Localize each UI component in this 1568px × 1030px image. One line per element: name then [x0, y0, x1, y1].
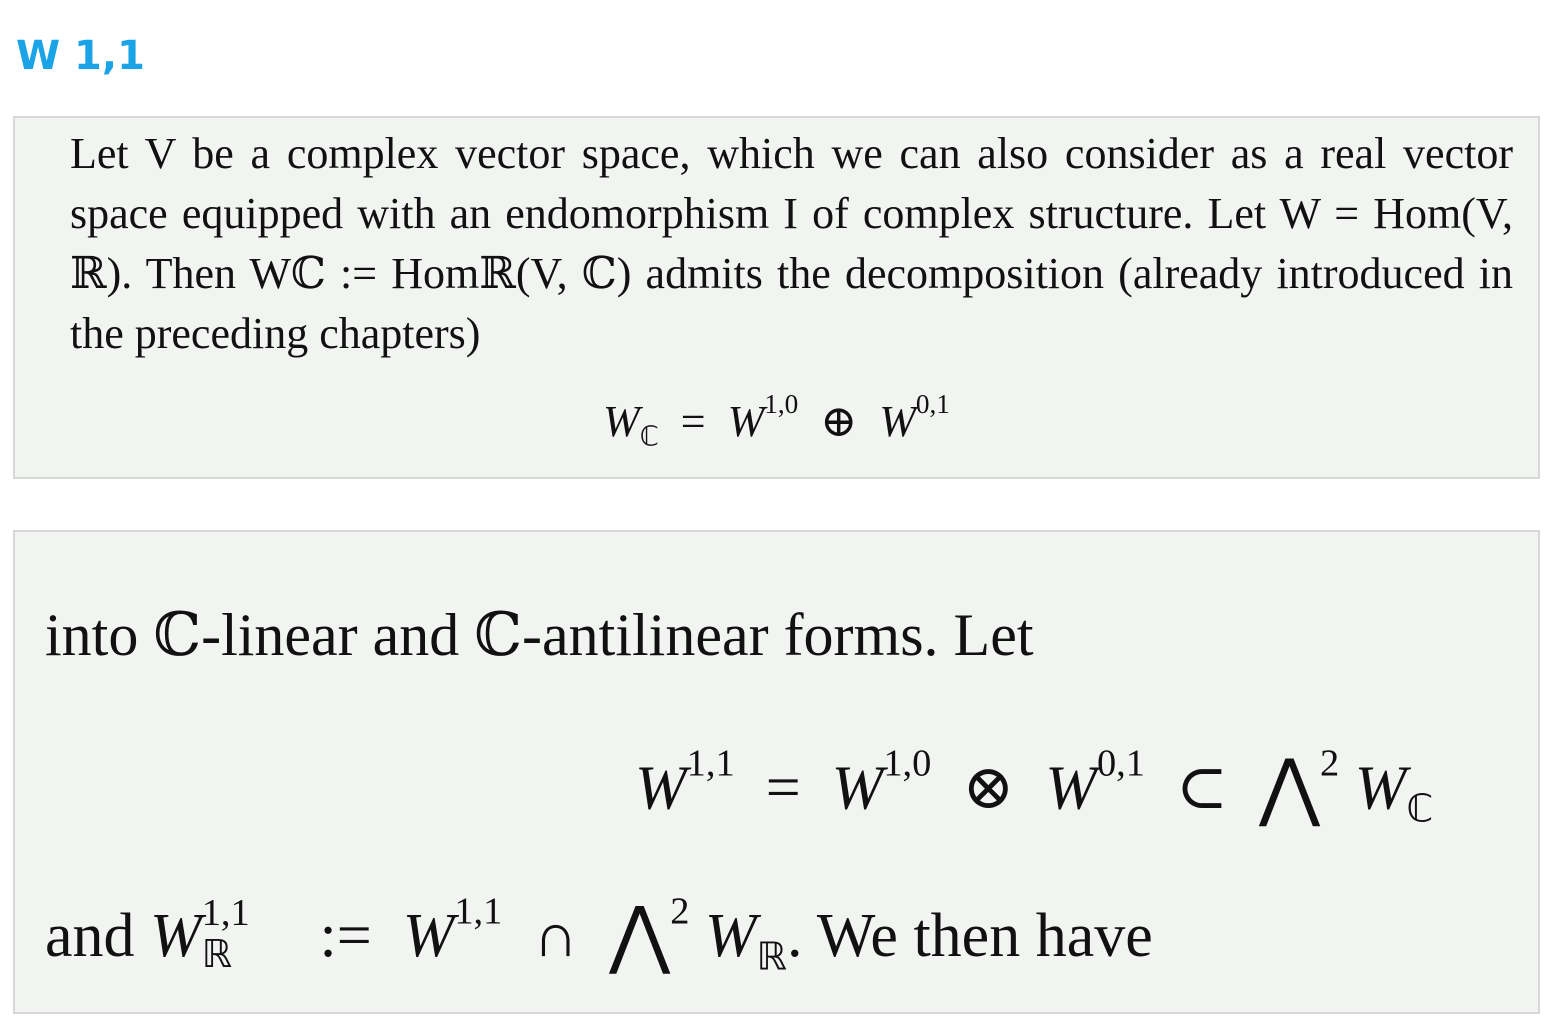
eq-symbol: W	[879, 397, 916, 446]
eq-symbol: W	[1045, 754, 1097, 823]
eq-superscript: 1,1	[454, 890, 503, 933]
eq-symbol: W	[150, 902, 202, 970]
excerpt-paragraph-2: into ℂ-linear and ℂ-antilinear forms. Let	[45, 602, 1034, 668]
eq-symbol: W	[1354, 754, 1407, 823]
text-run: . We then have	[787, 902, 1153, 970]
exterior-power-symbol: ⋀	[1258, 743, 1320, 830]
eq-superscript: 2	[670, 890, 690, 933]
eq-superscript: 1,0	[883, 742, 932, 785]
eq-operator: ⊕	[820, 397, 858, 446]
w11-definition-equation	[635, 742, 1433, 833]
sup-sub-stack	[201, 891, 289, 978]
decomposition-equation	[15, 388, 1538, 453]
text-run: and	[45, 902, 135, 970]
eq-symbol: W	[402, 902, 455, 970]
eq-symbol: W	[603, 397, 640, 446]
eq-superscript: 1,1	[201, 891, 250, 934]
eq-symbol: W	[831, 754, 884, 823]
eq-operator: ⊗	[962, 754, 1015, 823]
exterior-power-symbol: ⋀	[609, 890, 671, 978]
excerpt-card-1	[13, 116, 1540, 479]
eq-operator: ⊂	[1175, 754, 1228, 823]
eq-superscript: 2	[1319, 742, 1340, 785]
eq-operator: =	[680, 397, 706, 446]
eq-superscript: 1,0	[764, 388, 799, 419]
excerpt-paragraph-1: Let V be a complex vector space, which we can also consider as a real vector space equipped with an endomorphism I of complex structure. Let W = Hom(V, ℝ). Then Wℂ := Homℝ(V, ℂ) admits the decomposition (already introduced in the preceding chapters)	[70, 129, 1513, 358]
page-title: W 1,1	[16, 33, 145, 79]
eq-subscript: ℝ	[756, 934, 787, 980]
eq-superscript: 0,1	[915, 388, 950, 419]
eq-symbol: W	[635, 754, 687, 823]
eq-symbol: W	[704, 902, 757, 970]
eq-symbol: W	[727, 397, 765, 446]
excerpt-card-2	[13, 530, 1540, 1014]
eq-operator: =	[765, 754, 801, 823]
eq-operator: :=	[319, 902, 372, 970]
excerpt-paragraph-3	[45, 890, 1153, 980]
eq-subscript: ℂ	[639, 421, 659, 453]
eq-superscript: 1,1	[686, 742, 735, 785]
eq-subscript: ℂ	[1406, 786, 1434, 832]
eq-superscript: 0,1	[1096, 742, 1145, 785]
eq-subscript: ℝ	[201, 932, 233, 978]
eq-operator: ∩	[533, 902, 579, 970]
